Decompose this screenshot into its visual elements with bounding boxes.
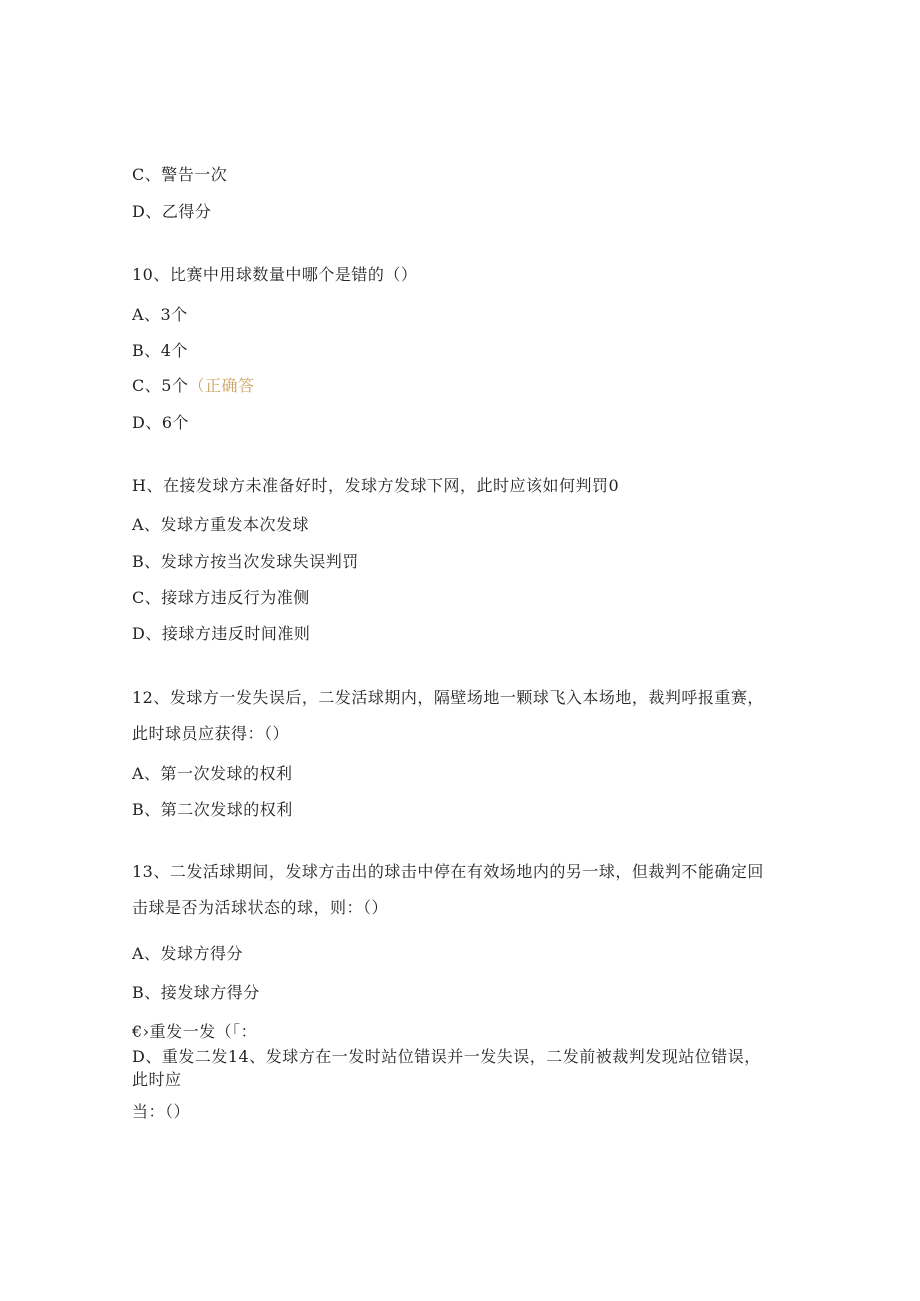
question-11-option-d: D、接球方违反时间准则 — [132, 624, 311, 643]
question-10-option-d: D、6个 — [132, 413, 190, 432]
question-12-option-a: A、第一次发球的权利 — [132, 764, 293, 783]
option-c-text: C、5个 — [132, 376, 189, 395]
question-11-option-c: C、接球方违反行为准侧 — [132, 588, 310, 607]
question-12-line-2: 此时球员应获得：（） — [132, 724, 290, 743]
question-14-line-1: 此时应 — [132, 1070, 182, 1089]
question-13-line-2: 击球是否为活球状态的球，则：（） — [132, 898, 389, 917]
question-13-option-d: D、重发二发14、发球方在一发时站位错误并一发失误，二发前被裁判发现站位错误， — [132, 1047, 761, 1066]
question-13-line-1: 13、二发活球期间，发球方击出的球击中停在有效场地内的另一球，但裁判不能确定回 — [132, 862, 764, 881]
question-11-option-b: B、发球方按当次发球失误判罚 — [132, 552, 359, 571]
question-11: H、在接发球方未准备好时，发球方发球下网，此时应该如何判罚0 — [132, 476, 620, 495]
question-11-option-a: A、发球方重发本次发球 — [132, 515, 310, 534]
question-10: 10、比赛中用球数量中哪个是错的（） — [132, 265, 418, 284]
option-d-score: D、乙得分 — [132, 202, 212, 221]
question-13-option-b: B、接发球方得分 — [132, 983, 260, 1002]
answer-note: （正确答 — [188, 376, 255, 395]
question-12-line-1: 12、发球方一发失误后，二发活球期内，隔壁场地一颗球飞入本场地，裁判呼报重赛， — [132, 688, 764, 707]
question-12-option-b: B、第二次发球的权利 — [132, 800, 293, 819]
question-13-option-a: A、发球方得分 — [132, 944, 244, 963]
option-c-warning: C、警告一次 — [132, 165, 228, 184]
question-13-option-c: €›重发一发（「： — [132, 1022, 258, 1041]
question-14-line-2: 当：（） — [132, 1102, 191, 1121]
question-10-option-a: A、3个 — [132, 305, 188, 324]
question-10-option-c — [132, 376, 254, 396]
question-10-option-b: B、4个 — [132, 341, 188, 360]
